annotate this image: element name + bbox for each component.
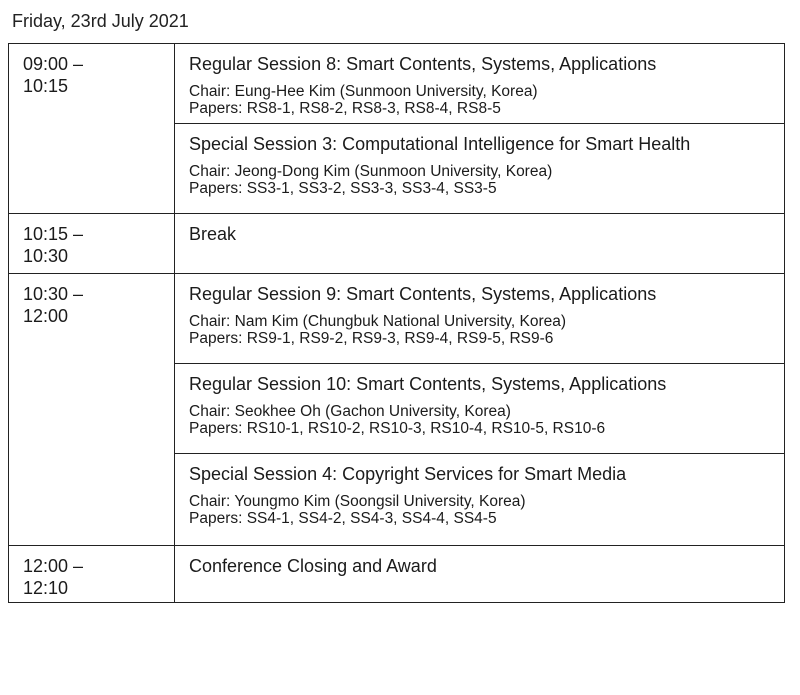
schedule-table: [8, 43, 785, 603]
session-cell: [175, 274, 785, 364]
time-end: 12:00: [23, 306, 69, 326]
session-chair: Chair: Youngmo Kim (Soongsil University, Korea): [189, 493, 526, 510]
table-row: [9, 274, 785, 364]
time-end: 10:30: [23, 246, 69, 266]
time-cell: [9, 546, 175, 603]
session-title: Break: [189, 224, 237, 244]
time-start: 10:30 –: [23, 284, 84, 304]
table-row: [9, 546, 785, 603]
session-chair: Chair: Seokhee Oh (Gachon University, Korea): [189, 403, 511, 420]
time-start: 10:15 –: [23, 224, 84, 244]
session-chair: Chair: Nam Kim (Chungbuk National University, Korea): [189, 313, 567, 330]
session-cell: [175, 546, 785, 603]
time-start: 09:00 –: [23, 54, 84, 74]
time-cell: [9, 44, 175, 214]
session-cell: [175, 124, 785, 214]
time-end: 10:15: [23, 76, 69, 96]
time-start: 12:00 –: [23, 556, 84, 576]
session-papers: Papers: SS4-1, SS4-2, SS4-3, SS4-4, SS4-5: [189, 510, 497, 527]
session-title: Regular Session 10: Smart Contents, Systems, Applications: [189, 374, 667, 394]
time-cell: [9, 214, 175, 274]
session-cell: [175, 364, 785, 454]
session-cell: [175, 214, 785, 274]
session-papers: Papers: SS3-1, SS3-2, SS3-3, SS3-4, SS3-5: [189, 180, 497, 197]
table-row: [9, 44, 785, 124]
session-papers: Papers: RS8-1, RS8-2, RS8-3, RS8-4, RS8-5: [189, 100, 501, 117]
session-chair: Chair: Jeong-Dong Kim (Sunmoon University, Korea): [189, 163, 553, 180]
session-title: Conference Closing and Award: [189, 556, 437, 576]
session-papers: Papers: RS9-1, RS9-2, RS9-3, RS9-4, RS9-5, RS9-6: [189, 330, 554, 347]
session-title: Regular Session 9: Smart Contents, Systems, Applications: [189, 284, 657, 304]
session-papers: Papers: RS10-1, RS10-2, RS10-3, RS10-4, RS10-5, RS10-6: [189, 420, 606, 437]
day-title: Friday, 23rd July 2021: [12, 11, 189, 31]
session-title: Regular Session 8: Smart Contents, Systems, Applications: [189, 54, 657, 74]
time-end: 12:10: [23, 578, 69, 598]
table-row: [9, 214, 785, 274]
session-title: Special Session 3: Computational Intelligence for Smart Health: [189, 134, 691, 154]
session-chair: Chair: Eung-Hee Kim (Sunmoon University, Korea): [189, 83, 538, 100]
session-cell: [175, 454, 785, 546]
session-cell: [175, 44, 785, 124]
time-cell: [9, 274, 175, 546]
session-title: Special Session 4: Copyright Services for Smart Media: [189, 464, 627, 484]
